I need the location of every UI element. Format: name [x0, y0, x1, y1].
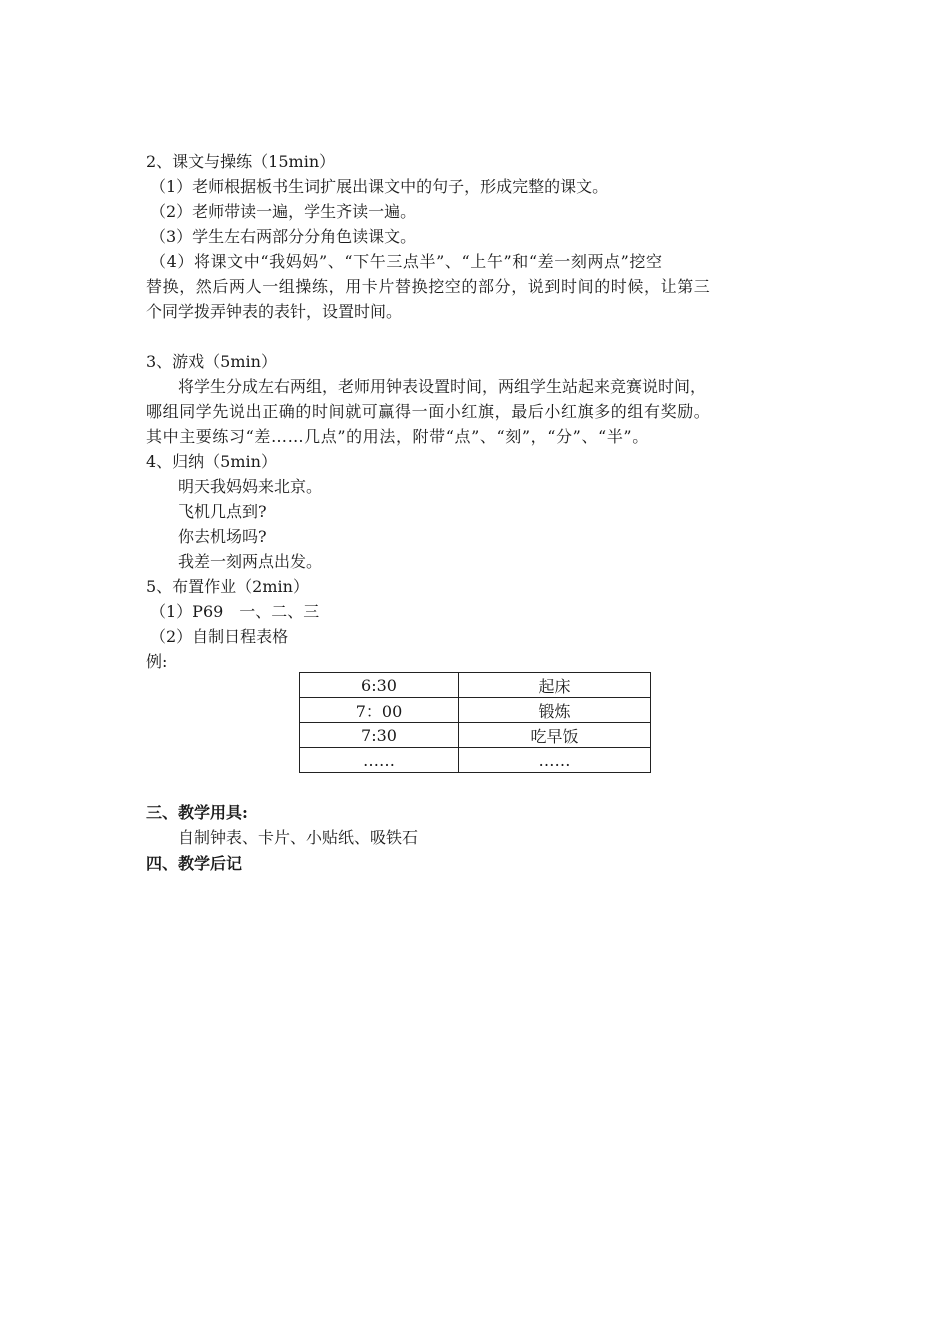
- step-3: （3）学生左右两部分分角色读课文。: [150, 227, 417, 246]
- table-row: [300, 723, 651, 748]
- game-line-1: 将学生分成左右两组，老师用钟表设置时间，两组学生站起来竞赛说时间，: [178, 377, 707, 396]
- activity-cell: 起床: [459, 673, 651, 698]
- section-heading-notes: 四、教学后记: [146, 854, 243, 873]
- section-heading-game: 3、游戏（5min）: [146, 352, 277, 371]
- time-cell: 7:30: [300, 723, 459, 748]
- section-heading-classwork: 2、课文与操练（15min）: [146, 152, 336, 171]
- tools-content: 自制钟表、卡片、小贴纸、吸铁石: [178, 828, 419, 847]
- table-row: [300, 673, 651, 698]
- example-label: 例:: [146, 652, 168, 671]
- section-heading-tools: 三、教学用具:: [146, 803, 248, 822]
- game-line-2: 哪组同学先说出正确的时间就可赢得一面小红旗，最后小红旗多的组有奖励。: [146, 402, 711, 421]
- activity-cell: 吃早饭: [459, 723, 651, 748]
- schedule-table: [299, 672, 651, 773]
- summary-sentence-4: 我差一刻两点出发。: [178, 552, 323, 571]
- table-row: [300, 698, 651, 723]
- summary-sentence-2: 飞机几点到?: [178, 502, 267, 521]
- activity-cell: ……: [459, 748, 651, 773]
- summary-sentence-1: 明天我妈妈来北京。: [178, 477, 323, 496]
- step-4-line-2: 替换，然后两人一组操练，用卡片替换挖空的部分，说到时间的时候，让第三: [146, 277, 711, 296]
- table-row: [300, 748, 651, 773]
- homework-item-2: （2）自制日程表格: [150, 627, 289, 646]
- game-line-3: 其中主要练习“差……几点”的用法，附带“点”、“刻”，“分”、“半”。: [146, 427, 649, 446]
- step-1: （1）老师根据板书生词扩展出课文中的句子，形成完整的课文。: [150, 177, 609, 196]
- activity-cell: 锻炼: [459, 698, 651, 723]
- time-cell: 6:30: [300, 673, 459, 698]
- summary-sentence-3: 你去机场吗?: [178, 527, 267, 546]
- homework-item-1: （1）P69 一、二、三: [150, 602, 320, 621]
- time-cell: ……: [300, 748, 459, 773]
- step-4-line-3: 个同学拨弄钟表的表针，设置时间。: [146, 302, 403, 321]
- section-heading-summary: 4、归纳（5min）: [146, 452, 277, 471]
- time-cell: 7：00: [300, 698, 459, 723]
- step-2: （2）老师带读一遍，学生齐读一遍。: [150, 202, 417, 221]
- section-heading-homework: 5、布置作业（2min）: [146, 577, 309, 596]
- step-4-line-1: （4）将课文中“我妈妈”、“下午三点半”、“上午”和“差一刻两点”挖空: [150, 252, 663, 271]
